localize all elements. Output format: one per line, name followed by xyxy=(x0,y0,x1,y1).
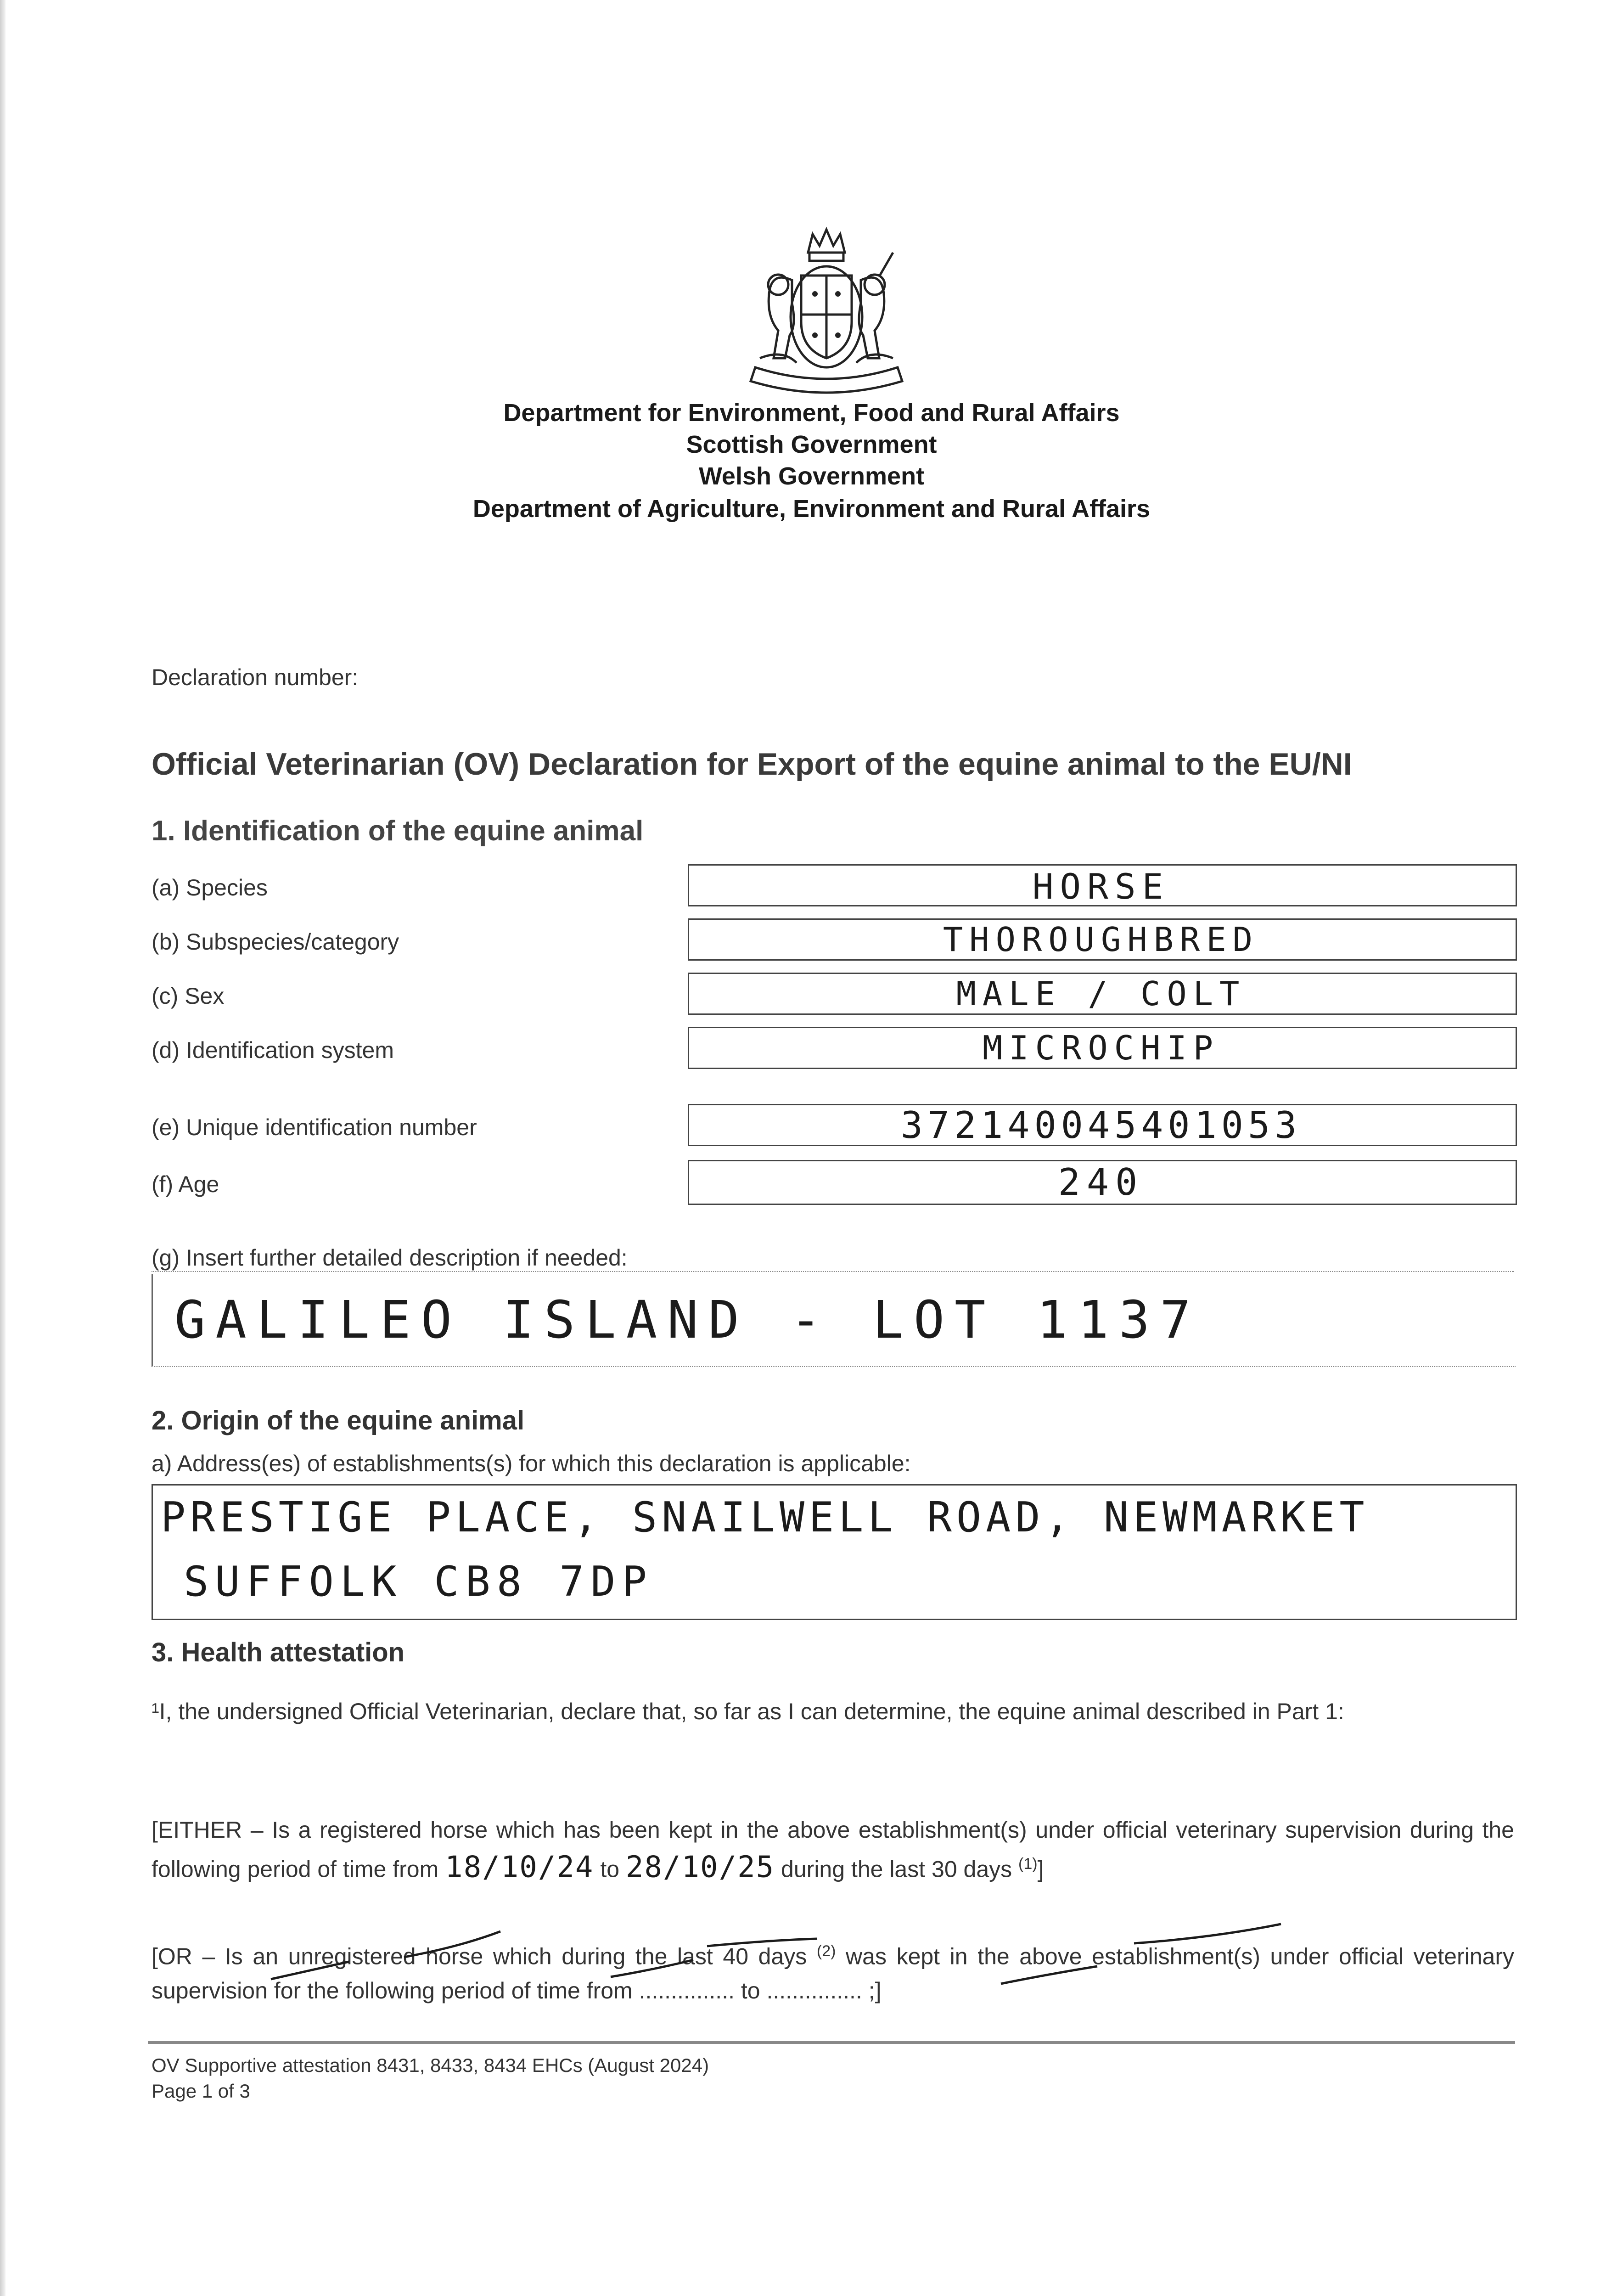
field-label-identification-system: (d) Identification system xyxy=(152,1037,394,1063)
field-label-unique-id: (e) Unique identification number xyxy=(152,1114,477,1140)
declaration-number-label: Declaration number: xyxy=(152,664,359,690)
department-line-2: Scottish Government xyxy=(686,431,937,458)
or-footnote-marker: (2) xyxy=(816,1942,836,1960)
department-line-4: Department of Agriculture, Environment and Rural Affairs xyxy=(472,495,1151,523)
either-end: ] xyxy=(1037,1856,1044,1882)
field-label-sex: (c) Sex xyxy=(152,983,225,1009)
health-attestation-intro: ¹I, the undersigned Official Veterinarian, declare that, so far as I can determine, the equine animal described in Part 1: xyxy=(152,1699,1344,1724)
sex-value: MALE / COLT xyxy=(956,974,1246,1013)
subspecies-value: THOROUGHBRED xyxy=(943,920,1259,959)
either-from-date: 18/10/24 xyxy=(445,1850,594,1885)
address-line-1: PRESTIGE PLACE, SNAILWELL ROAD, NEWMARKET xyxy=(161,1493,1369,1542)
address-label: a) Address(es) of establishments(s) for which this declaration is applicable: xyxy=(152,1451,911,1476)
or-text-b: was kept in the above establishment(s) under official veterinary supervision for the following period of time from ............... to ............... ;] xyxy=(152,1943,1514,2003)
section-2-heading: 2. Origin of the equine animal xyxy=(152,1406,525,1435)
field-label-subspecies: (b) Subspecies/category xyxy=(152,929,399,955)
either-text-a: [EITHER – Is a registered horse which has been kept in the above establishment(s) under official veterinary supervision during the following period of time from xyxy=(152,1817,1514,1882)
either-to-date: 28/10/25 xyxy=(625,1850,775,1885)
further-description-text: GALILEO ISLAND - LOT 1137 xyxy=(174,1290,1201,1350)
department-line-3: Welsh Government xyxy=(698,462,925,490)
either-footnote-marker: (1) xyxy=(1018,1855,1038,1873)
further-description-label: (g) Insert further detailed description if needed: xyxy=(152,1245,628,1271)
section-3-heading: 3. Health attestation xyxy=(152,1638,405,1667)
identification-system-value: MICROCHIP xyxy=(982,1029,1220,1067)
field-label-species: (a) Species xyxy=(152,875,268,900)
footer-page-number: Page 1 of 3 xyxy=(152,2080,250,2102)
either-to-word: to xyxy=(594,1856,626,1882)
species-value: HORSE xyxy=(1032,866,1170,907)
either-text-b: during the last 30 days xyxy=(775,1856,1019,1882)
department-line-1: Department for Environment, Food and Rural Affairs xyxy=(503,399,1120,427)
section-1-heading: 1. Identification of the equine animal xyxy=(152,815,644,847)
or-text-a: [OR – Is an unregistered horse which during the last 40 days xyxy=(152,1943,817,1970)
page-title: Official Veterinarian (OV) Declaration for Export of the equine animal to the EU/NI xyxy=(152,747,1352,782)
footer-rule xyxy=(148,2041,1515,2044)
address-line-2: SUFFOLK CB8 7DP xyxy=(184,1558,653,1606)
field-label-age: (f) Age xyxy=(152,1171,219,1197)
unique-id-value: 372140045401053 xyxy=(900,1104,1302,1147)
age-value: 240 xyxy=(1058,1161,1144,1204)
footer-attestation-ref: OV Supportive attestation 8431, 8433, 8434 EHCs (August 2024) xyxy=(152,2054,709,2076)
